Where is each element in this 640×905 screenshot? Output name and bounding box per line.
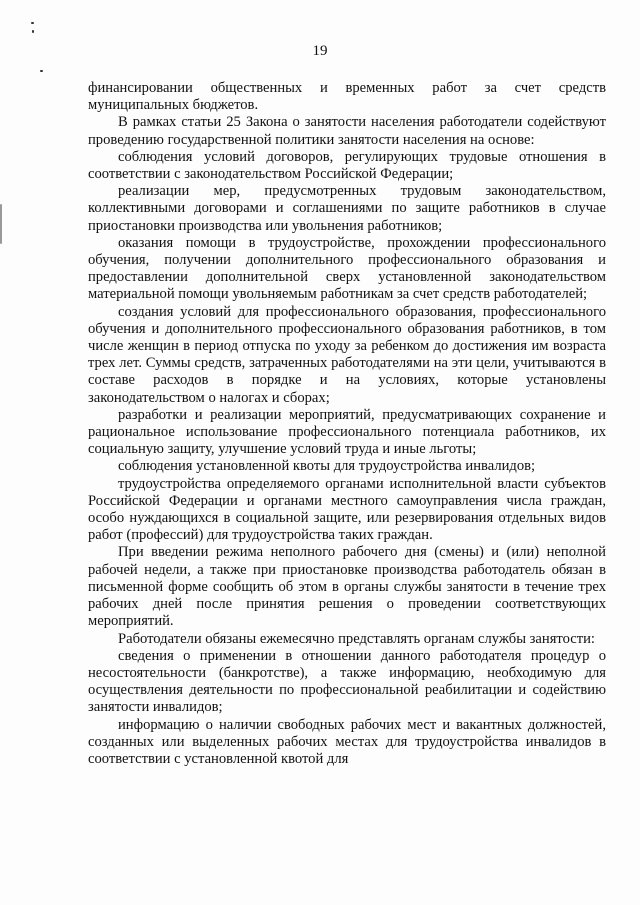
paragraph: Работодатели обязаны ежемесячно представлять органам службы занятости:	[118, 630, 595, 647]
paragraph: финансировании общественных и временных работ за счет средств муниципальных бюджетов.	[88, 80, 606, 114]
paragraph: сведения о применении в отношении данного работодателя процедур о несостоятельности (банкротстве), а также информацию, необходимую для осуществления деятельности по профессиональной реабилитации и содействию занятости инвалидов;	[88, 647, 606, 716]
paragraph: При введении режима неполного рабочего дня (смены) и (или) неполной рабочей недели, а также при приостановке производства работодатель обязан в письменной форме сообщить об этом в органы службы занятости в течение трех рабочих дней после принятия решения о проведении соответствующих мероприятий.	[88, 544, 606, 630]
paragraph: трудоустройства определяемого органами исполнительной власти субъектов Российской Федерации и органами местного самоуправления числа граждан, особо нуждающихся в социальной защите, или резервирования отдельных видов работ (профессий) для трудоустройства таких граждан.	[88, 475, 606, 544]
scan-artifact	[32, 30, 34, 33]
paragraph: создания условий для профессионального образования, профессионального обучения и дополнительного профессионального образования работников, в том числе женщин в период отпуска по уходу за ребенком до достижения им возраста трех лет. Суммы средств, затраченных работодателями на эти цели, учитываются в составе расходов в порядке и на условиях, которые установлены законодательством о налогах и сборах;	[88, 303, 606, 406]
paragraph: реализации мер, предусмотренных трудовым законодательством, коллективными договорами и соглашениями по защите работников в случае приостановки производства или увольнения работников;	[88, 183, 606, 234]
paragraph: оказания помощи в трудоустройстве, прохождении профессионального обучения, получении дополнительного профессионального образования и предоставлении дополнительной сверх установленной законодательством материальной помощи увольняемым работникам за счет средств работодателей;	[88, 234, 606, 303]
paragraph: разработки и реализации мероприятий, предусматривающих сохранение и рациональное использование профессионального потенциала работников, их социальную защиту, улучшение условий труда и иные льготы;	[88, 406, 606, 458]
scan-artifact	[0, 204, 2, 244]
paragraph: соблюдения условий договоров, регулирующих трудовые отношения в соответствии с законодательством Российской Федерации;	[88, 148, 606, 183]
scan-artifact	[40, 70, 43, 72]
scan-artifact	[31, 22, 34, 24]
page-number: 19	[312, 43, 328, 59]
paragraph: В рамках статьи 25 Закона о занятости населения работодатели содействуют проведению государственной политики занятости населения на основе:	[88, 114, 606, 148]
document-body	[88, 80, 606, 768]
paragraph: соблюдения установленной квоты для трудоустройства инвалидов;	[118, 458, 536, 475]
paragraph: информацию о наличии свободных рабочих мест и вакантных должностей, созданных или выделенных рабочих местах для трудоустройства инвалидов в соответствии с установленной квотой для	[88, 716, 606, 767]
